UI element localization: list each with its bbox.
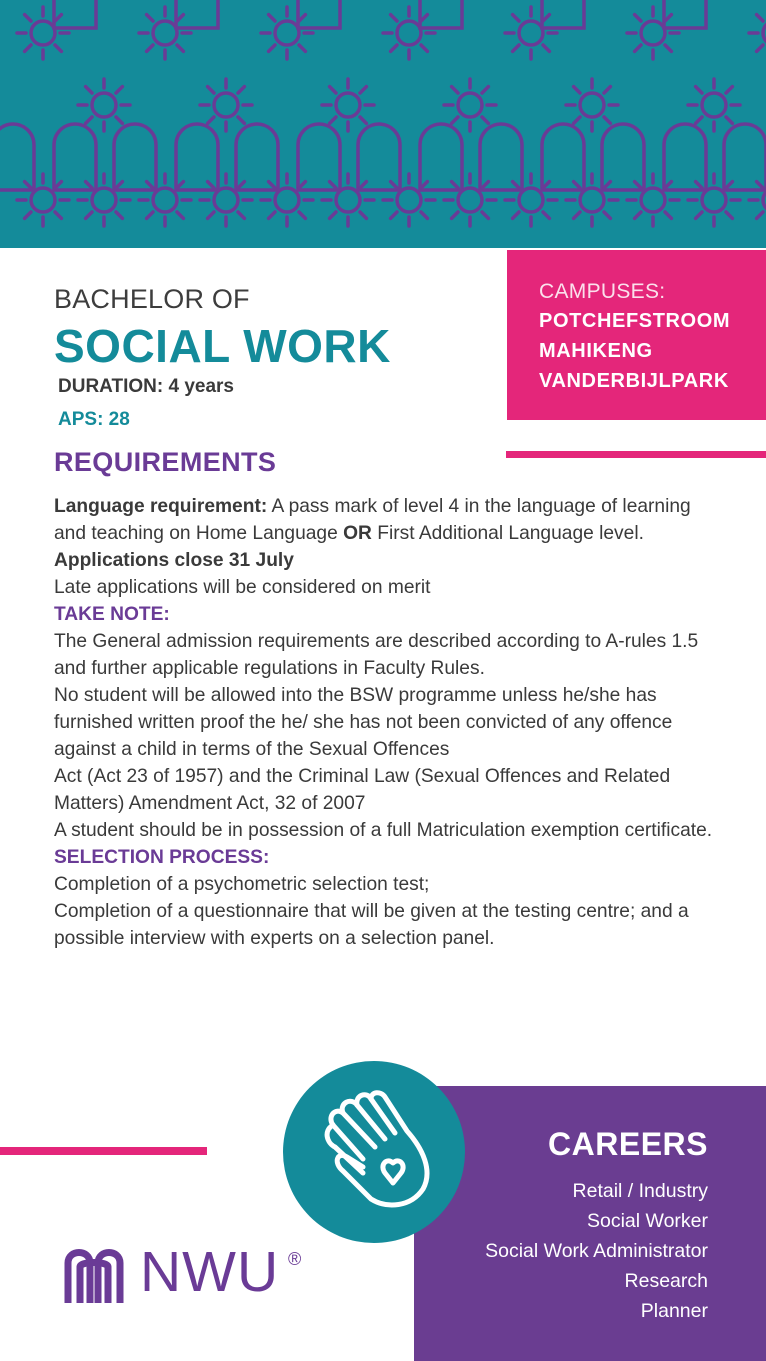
program-prefix: BACHELOR OF	[54, 284, 250, 314]
career-item: Social Work Administrator	[485, 1240, 708, 1262]
language-requirement-text: A pass mark of level 4 in the language of learning and teaching on Home Language	[54, 496, 691, 544]
language-or: OR	[343, 523, 372, 544]
divider-line	[0, 1147, 207, 1155]
language-requirement-label: Language requirement:	[54, 496, 268, 517]
selection-paragraph: Completion of a psychometric selection test;	[54, 874, 430, 895]
requirements-body	[54, 493, 714, 952]
program-duration	[58, 376, 234, 398]
language-requirement-text-2: First Additional Language level.	[377, 523, 644, 544]
take-note-heading: TAKE NOTE:	[54, 604, 170, 625]
career-item: Retail / Industry	[572, 1180, 708, 1202]
duration-label: DURATION:	[58, 376, 164, 397]
campus-item: MAHIKENG	[539, 340, 653, 362]
take-note-paragraph: Act (Act 23 of 1957) and the Criminal Law (Sexual Offences and Related Matters) Amendment Act, 32 of 2007	[54, 766, 671, 814]
take-note-paragraph: The General admission requirements are described according to A-rules 1.5 and further applicable regulations in Faculty Rules.	[54, 631, 699, 679]
requirements-title: REQUIREMENTS	[54, 447, 277, 477]
careers-title: CAREERS	[548, 1126, 708, 1162]
registered-mark: ®	[288, 1249, 302, 1269]
selection-paragraph: Completion of a questionnaire that will be given at the testing centre; and a possible interview with experts on a selection panel.	[54, 901, 689, 949]
campuses-label: CAMPUSES:	[539, 280, 666, 303]
divider-line	[506, 451, 766, 458]
sun-and-arch-pattern	[0, 0, 766, 248]
campus-item: POTCHEFSTROOM	[539, 310, 731, 332]
take-note-paragraph: No student will be allowed into the BSW programme unless he/she has furnished written proof the he/ she has not been convicted of any offence against a child in terms of the Sexual Offences	[54, 685, 673, 760]
nwu-logo-mark-icon	[62, 1243, 126, 1307]
career-item: Planner	[640, 1300, 708, 1322]
applications-close	[54, 547, 714, 574]
program-name: SOCIAL WORK	[54, 320, 391, 372]
hand-heart-icon	[283, 1061, 465, 1243]
language-requirement	[54, 493, 714, 547]
career-item: Research	[624, 1270, 708, 1292]
careers-icon-circle	[283, 1061, 465, 1243]
campus-item: VANDERBIJLPARK	[539, 370, 729, 392]
header-pattern-banner	[0, 0, 766, 248]
applications-close-text: Applications close 31 July	[54, 550, 294, 571]
careers-box	[414, 1086, 766, 1361]
career-item: Social Worker	[586, 1210, 708, 1232]
campuses-box	[507, 250, 766, 420]
duration-value: 4 years	[168, 376, 234, 397]
nwu-logo	[62, 1240, 322, 1311]
late-applications: Late applications will be considered on merit	[54, 577, 431, 598]
nwu-logo-text: NWU	[140, 1240, 280, 1304]
selection-process-heading: SELECTION PROCESS:	[54, 847, 270, 868]
program-aps: APS: 28	[58, 409, 130, 430]
take-note-paragraph: A student should be in possession of a full Matriculation exemption certificate.	[54, 820, 713, 841]
